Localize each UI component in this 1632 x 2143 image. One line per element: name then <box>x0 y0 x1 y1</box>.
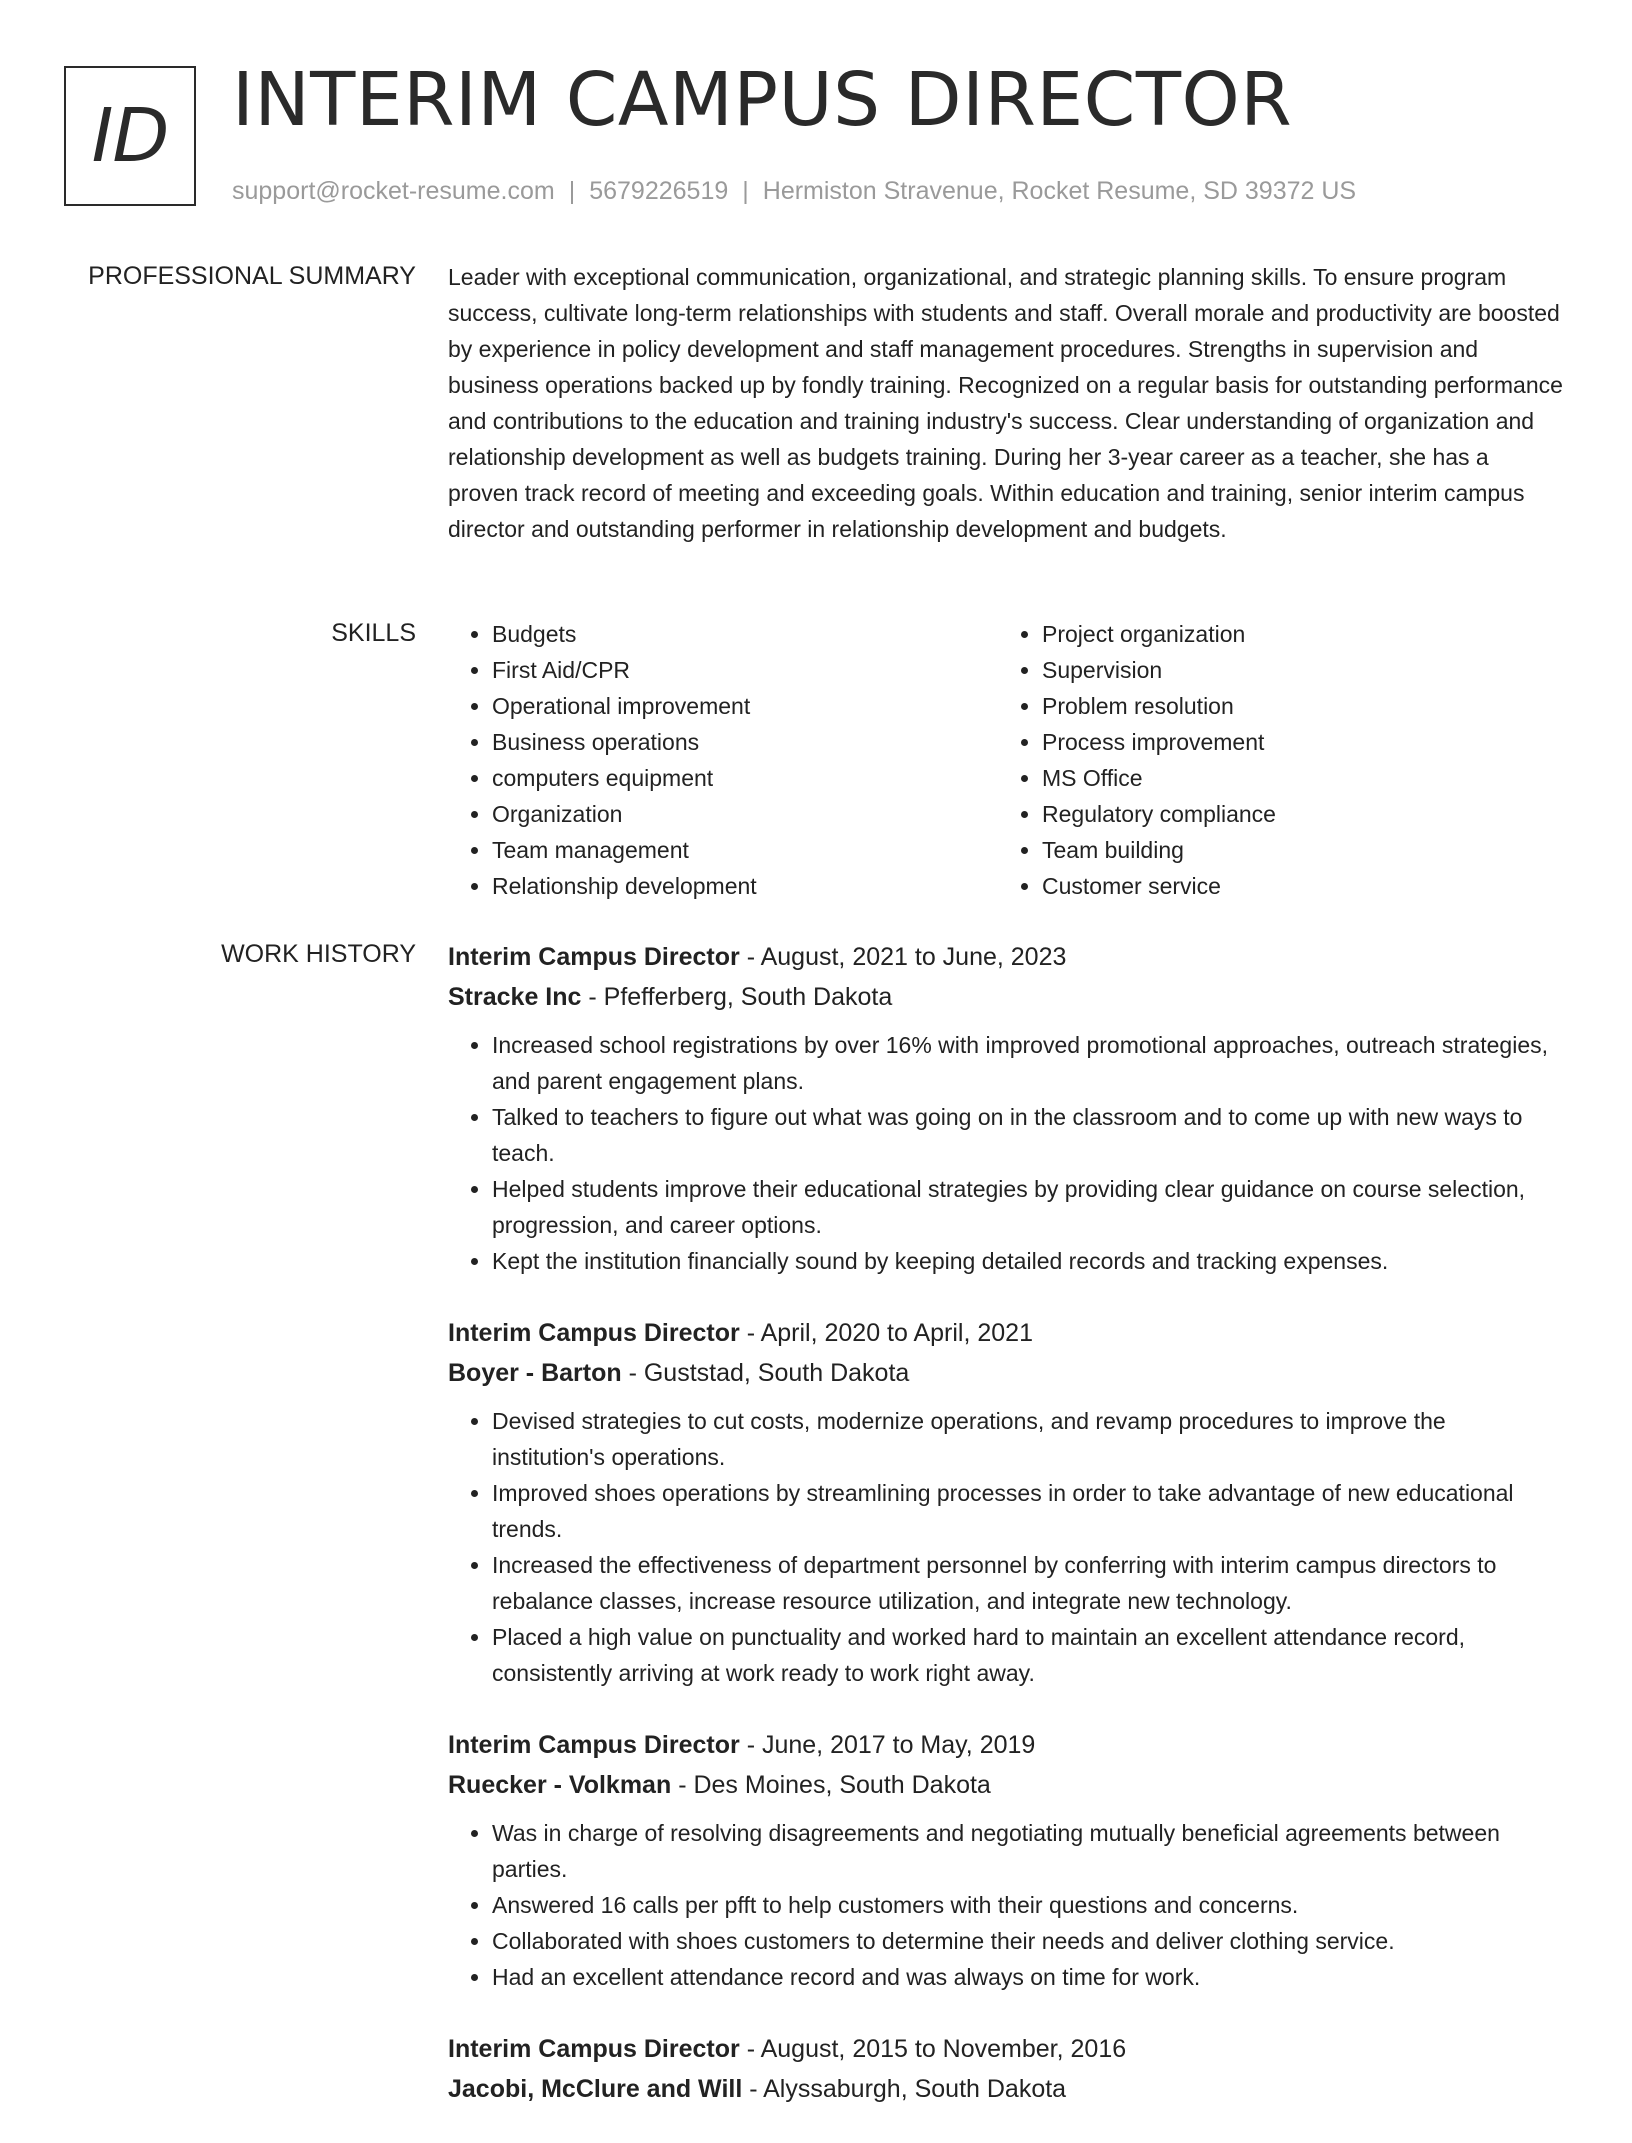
job-bullet: • Talked to teachers to figure out what was going on in the classroom and to come up with new ways to teach. <box>492 1099 1564 1171</box>
job-entry <box>448 1313 1564 1691</box>
job-bullets <box>448 1815 1564 1995</box>
work-history-heading: WORK HISTORY <box>221 940 416 968</box>
job-bullet: • Increased the effectiveness of department personnel by conferring with interim campus directors to rebalance classes, increase resource utilization, and integrate new technology. <box>492 1547 1564 1619</box>
summary-heading: PROFESSIONAL SUMMARY <box>88 262 416 290</box>
job-entry <box>448 937 1564 1279</box>
contact-separator: | <box>742 177 749 205</box>
job-company-line <box>448 1353 1564 1393</box>
skill-item: • computers equipment <box>492 760 998 796</box>
skills-list-right <box>998 616 1548 904</box>
job-bullet: • Helped students improve their educational strategies by providing clear guidance on course selection, progression, and career options. <box>492 1171 1564 1243</box>
skill-item: • Team building <box>1042 832 1548 868</box>
skill-item: • Organization <box>492 796 998 832</box>
job-bullet: • Collaborated with shoes customers to determine their needs and deliver clothing service. <box>492 1923 1564 1959</box>
skill-item: • Budgets <box>492 616 998 652</box>
job-title-line <box>448 2029 1564 2069</box>
job-dates: - June, 2017 to May, 2019 <box>746 1731 1036 1759</box>
job-dates: - April, 2020 to April, 2021 <box>746 1319 1033 1347</box>
job-bullet: • Devised strategies to cut costs, modernize operations, and revamp procedures to improve the institution's operations. <box>492 1403 1564 1475</box>
job-company-line <box>448 977 1564 1017</box>
job-bullet: • Placed a high value on punctuality and worked hard to maintain an excellent attendance record, consistently arriving at work ready to work right away. <box>492 1619 1564 1691</box>
job-dates: - August, 2021 to June, 2023 <box>746 943 1067 971</box>
job-location: - Des Moines, South Dakota <box>678 1771 991 1799</box>
job-company-line <box>448 2069 1564 2109</box>
contact-phone[interactable]: 5679226519 <box>589 177 729 205</box>
job-bullet: • Answered 16 calls per pfft to help customers with their questions and concerns. <box>492 1887 1564 1923</box>
job-location: - Alyssaburgh, South Dakota <box>749 2075 1067 2103</box>
skills-list-left <box>448 616 998 904</box>
skill-item: • Regulatory compliance <box>1042 796 1548 832</box>
job-location: - Guststad, South Dakota <box>628 1359 910 1387</box>
job-company-line <box>448 1765 1564 1805</box>
summary-text: Leader with exceptional communication, organizational, and strategic planning skills. To ensure program success, cultivate long-term relationships with students and staff. Overall morale and productivity are boosted by experience in policy development and staff management procedures. Strengths in supervision and business operations backed up by fondly training. Recognized on a regular basis for outstanding performance and contributions to the education and training industry's success. Clear understanding of organization and relationship development as well as budgets training. During her 3-year career as a teacher, she has a proven track record of meeting and exceeding goals. Within education and training, senior interim campus director and outstanding performer in relationship development and budgets. <box>448 264 1563 542</box>
job-title-line <box>448 937 1564 977</box>
job-bullet: • Improved shoes operations by streamlining processes in order to take advantage of new educational trends. <box>492 1475 1564 1547</box>
job-entry <box>448 2029 1564 2109</box>
contact-email[interactable]: support@rocket-resume.com <box>232 177 555 205</box>
job-title: Interim Campus Director <box>448 1319 740 1347</box>
contact-separator: | <box>568 177 576 205</box>
skill-item: • Business operations <box>492 724 998 760</box>
job-title: Interim Campus Director <box>448 1731 740 1759</box>
contact-line <box>232 174 1356 208</box>
job-bullet: • Kept the institution financially sound by keeping detailed records and tracking expenses. <box>492 1243 1564 1279</box>
page-title: INTERIM CAMPUS DIRECTOR <box>232 57 1293 143</box>
job-bullet: • Was in charge of resolving disagreements and negotiating mutually beneficial agreements between parties. <box>492 1815 1564 1887</box>
job-company: Stracke Inc <box>448 983 582 1011</box>
job-title-line <box>448 1725 1564 1765</box>
skill-item: • Customer service <box>1042 868 1548 904</box>
skill-item: • First Aid/CPR <box>492 652 998 688</box>
skill-item: • Team management <box>492 832 998 868</box>
job-title-line <box>448 1313 1564 1353</box>
job-title: Interim Campus Director <box>448 943 740 971</box>
job-location: - Pfefferberg, South Dakota <box>588 983 893 1011</box>
contact-address: Hermiston Stravenue, Rocket Resume, SD 39372 US <box>762 177 1357 205</box>
skills-columns <box>448 616 1564 904</box>
job-bullets <box>448 1027 1564 1279</box>
job-company: Ruecker - Volkman <box>448 1771 672 1799</box>
skill-item: • Problem resolution <box>1042 688 1548 724</box>
monogram-logo: ID <box>64 66 196 206</box>
job-bullets <box>448 1403 1564 1691</box>
job-bullet: • Increased school registrations by over 16% with improved promotional approaches, outreach strategies, and parent engagement plans. <box>492 1027 1564 1099</box>
job-company: Jacobi, McClure and Will <box>448 2075 743 2103</box>
skill-item: • Relationship development <box>492 868 998 904</box>
skill-item: • Process improvement <box>1042 724 1548 760</box>
skills-heading: SKILLS <box>331 619 416 647</box>
skill-item: • Project organization <box>1042 616 1548 652</box>
job-title: Interim Campus Director <box>448 2035 740 2063</box>
skill-item: • Supervision <box>1042 652 1548 688</box>
job-dates: - August, 2015 to November, 2016 <box>746 2035 1127 2063</box>
job-list <box>448 937 1564 2143</box>
skill-item: • Operational improvement <box>492 688 998 724</box>
job-entry <box>448 1725 1564 1995</box>
skill-item: • MS Office <box>1042 760 1548 796</box>
job-company: Boyer - Barton <box>448 1359 622 1387</box>
job-bullet: • Had an excellent attendance record and was always on time for work. <box>492 1959 1564 1995</box>
